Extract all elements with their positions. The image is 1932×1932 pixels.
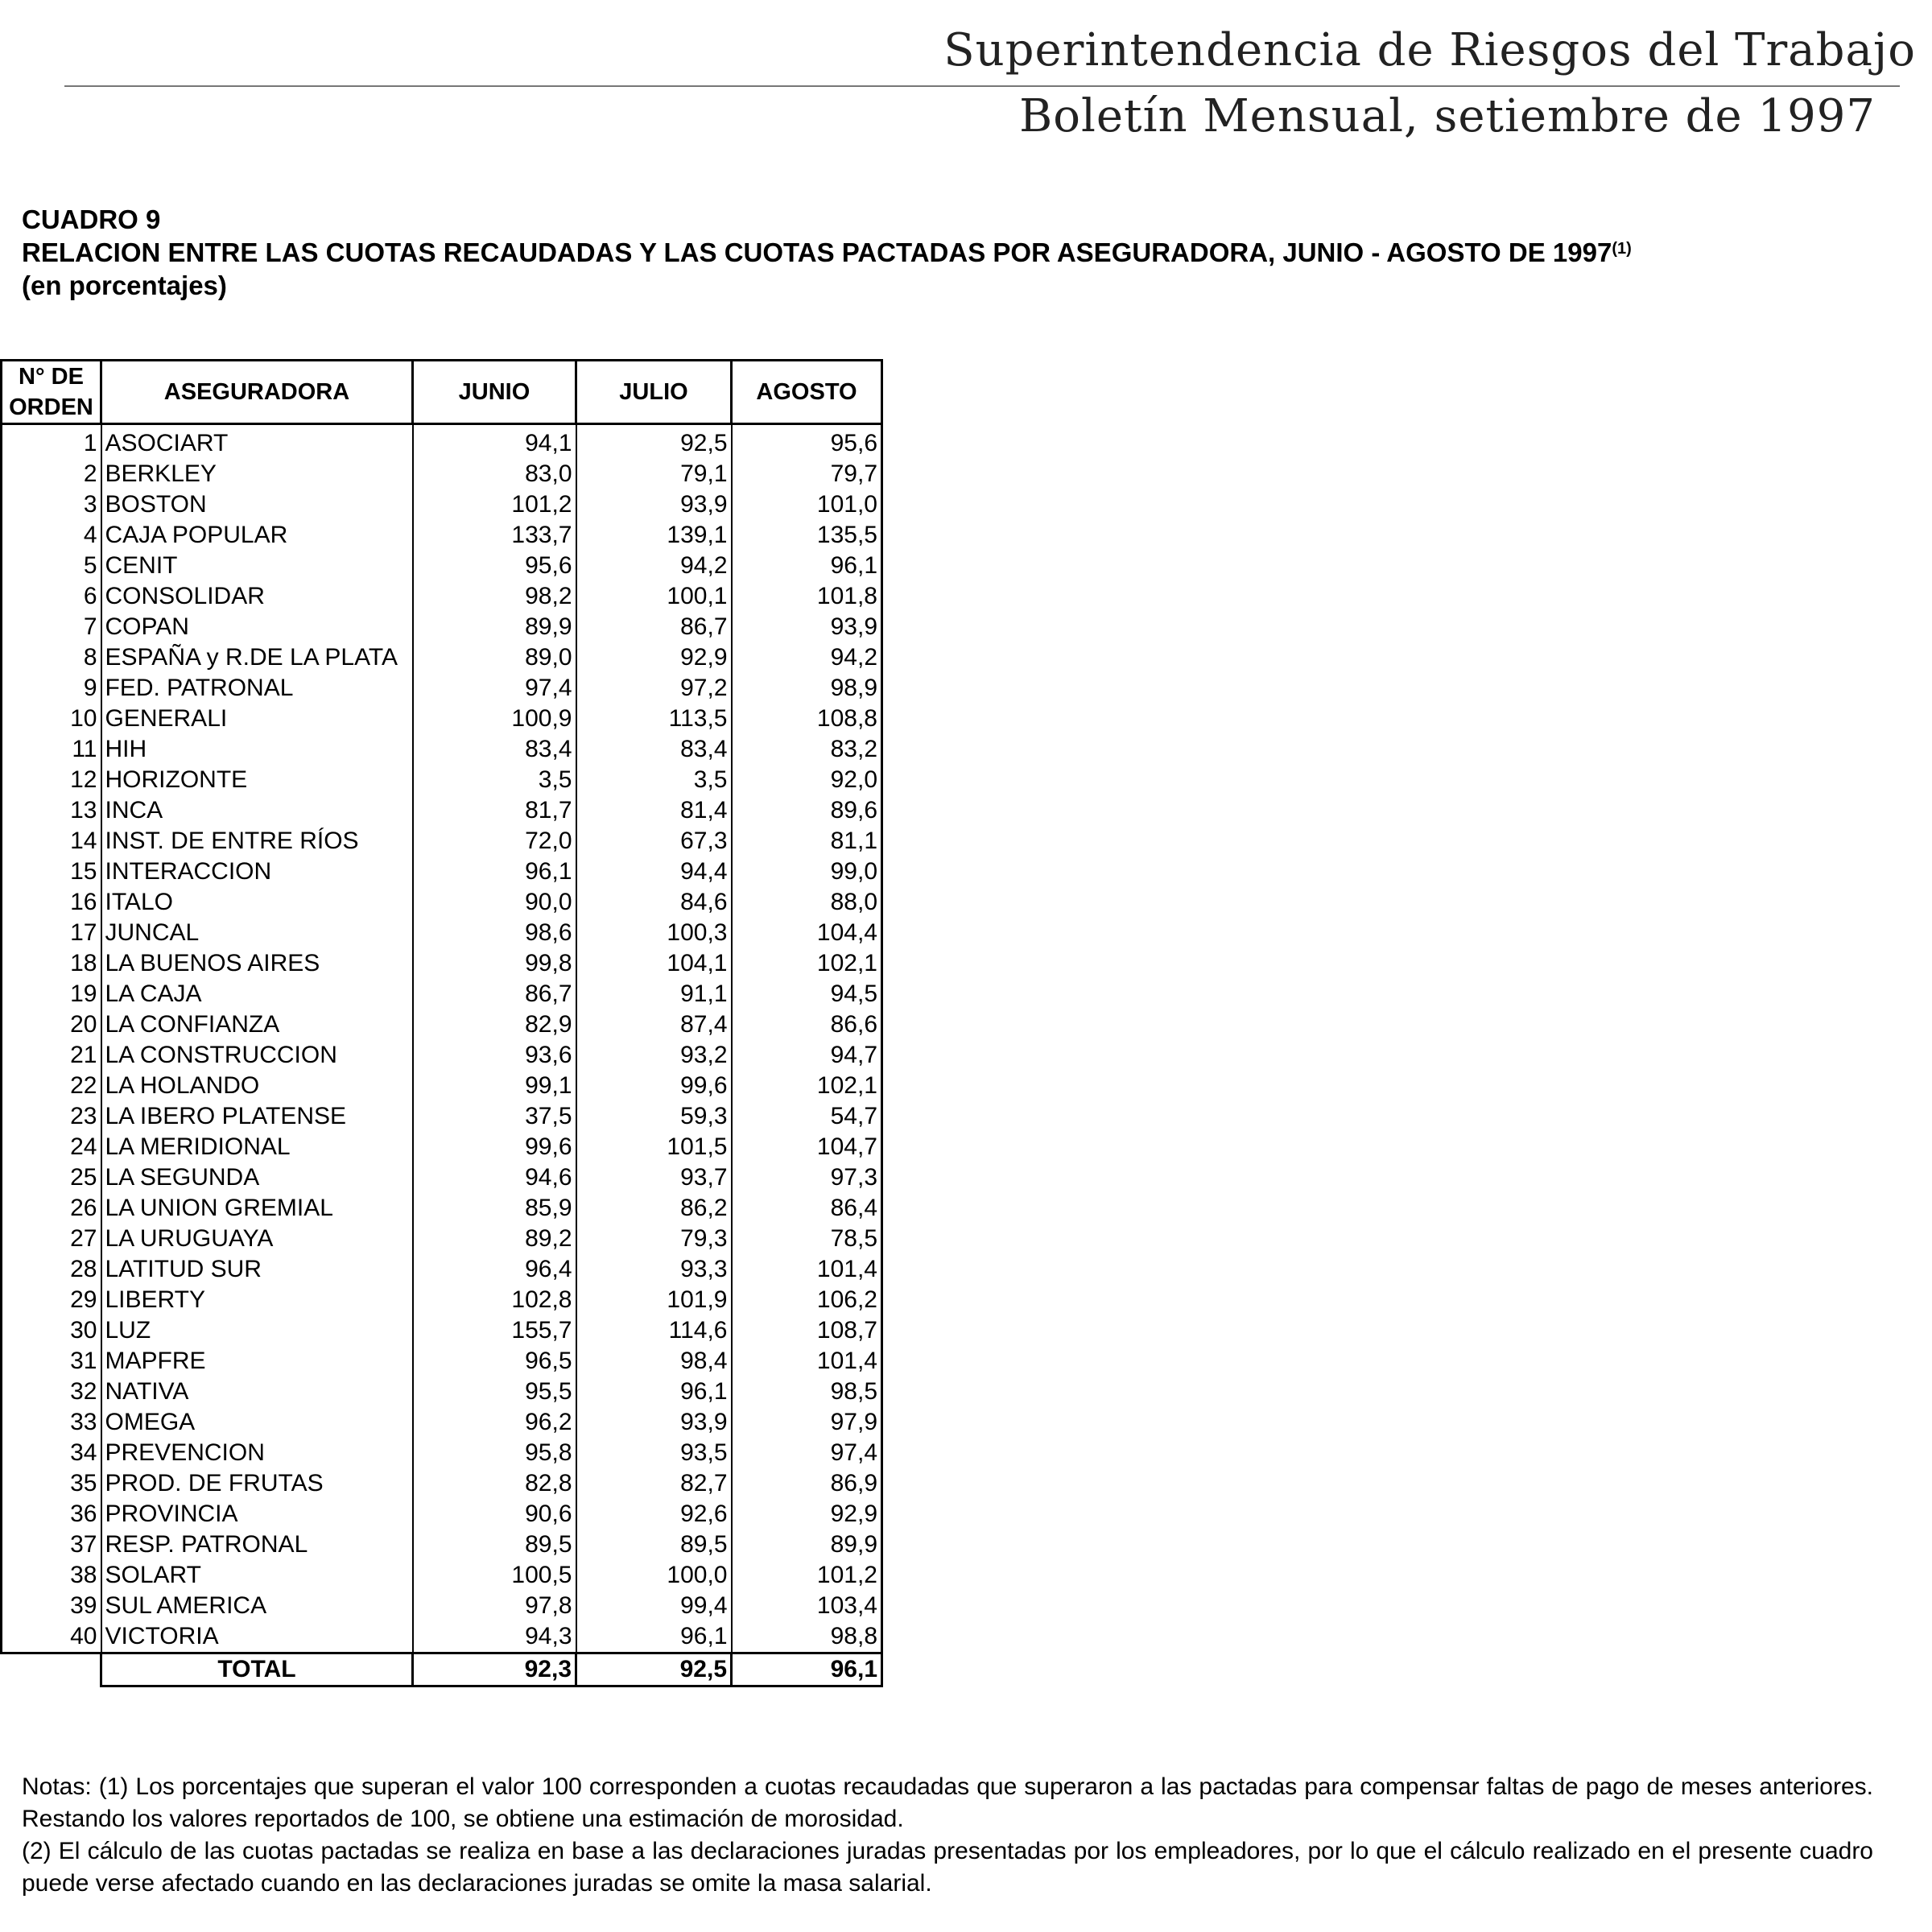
insurer-cell: CENIT bbox=[101, 551, 413, 581]
order-cell: 11 bbox=[2, 734, 101, 765]
june-cell: 102,8 bbox=[413, 1285, 576, 1315]
order-cell: 20 bbox=[2, 1009, 101, 1040]
august-cell: 86,9 bbox=[732, 1468, 882, 1499]
table-row bbox=[2, 424, 882, 460]
order-cell: 36 bbox=[2, 1499, 101, 1530]
header-divider bbox=[64, 85, 1900, 87]
august-cell: 97,9 bbox=[732, 1407, 882, 1438]
insurer-cell: COPAN bbox=[101, 612, 413, 642]
order-cell: 1 bbox=[2, 424, 101, 460]
july-cell: 86,2 bbox=[576, 1193, 732, 1224]
august-cell: 94,2 bbox=[732, 642, 882, 673]
table-row bbox=[2, 1499, 882, 1530]
table-row bbox=[2, 1285, 882, 1315]
insurer-cell: ESPAÑA y R.DE LA PLATA bbox=[101, 642, 413, 673]
table-row bbox=[2, 673, 882, 704]
july-cell: 101,9 bbox=[576, 1285, 732, 1315]
table-row bbox=[2, 1560, 882, 1591]
insurer-cell: LA URUGUAYA bbox=[101, 1224, 413, 1254]
july-cell: 104,1 bbox=[576, 948, 732, 979]
june-cell: 99,8 bbox=[413, 948, 576, 979]
august-cell: 104,4 bbox=[732, 918, 882, 948]
order-cell: 29 bbox=[2, 1285, 101, 1315]
june-cell: 97,4 bbox=[413, 673, 576, 704]
august-cell: 98,5 bbox=[732, 1377, 882, 1407]
august-cell: 92,9 bbox=[732, 1499, 882, 1530]
notes bbox=[22, 1771, 1873, 1900]
order-cell: 14 bbox=[2, 826, 101, 857]
august-cell: 94,7 bbox=[732, 1040, 882, 1071]
table-row bbox=[2, 520, 882, 551]
order-cell: 37 bbox=[2, 1530, 101, 1560]
table-row bbox=[2, 1101, 882, 1132]
june-cell: 100,5 bbox=[413, 1560, 576, 1591]
june-cell: 90,0 bbox=[413, 887, 576, 918]
july-cell: 93,9 bbox=[576, 1407, 732, 1438]
june-cell: 94,1 bbox=[413, 424, 576, 460]
table-row bbox=[2, 1040, 882, 1071]
insurer-cell: LIBERTY bbox=[101, 1285, 413, 1315]
july-cell: 139,1 bbox=[576, 520, 732, 551]
june-cell: 89,9 bbox=[413, 612, 576, 642]
insurer-cell: GENERALI bbox=[101, 704, 413, 734]
order-cell: 33 bbox=[2, 1407, 101, 1438]
july-cell: 99,4 bbox=[576, 1591, 732, 1621]
june-cell: 90,6 bbox=[413, 1499, 576, 1530]
order-cell: 38 bbox=[2, 1560, 101, 1591]
table-row bbox=[2, 1162, 882, 1193]
august-cell: 54,7 bbox=[732, 1101, 882, 1132]
july-cell: 96,1 bbox=[576, 1377, 732, 1407]
august-cell: 81,1 bbox=[732, 826, 882, 857]
august-cell: 86,6 bbox=[732, 1009, 882, 1040]
insurer-cell: CONSOLIDAR bbox=[101, 581, 413, 612]
table-row bbox=[2, 1377, 882, 1407]
june-cell: 98,2 bbox=[413, 581, 576, 612]
july-cell: 93,5 bbox=[576, 1438, 732, 1468]
insurer-cell: ITALO bbox=[101, 887, 413, 918]
order-cell: 16 bbox=[2, 887, 101, 918]
order-cell: 24 bbox=[2, 1132, 101, 1162]
table-row bbox=[2, 734, 882, 765]
july-cell: 87,4 bbox=[576, 1009, 732, 1040]
june-cell: 94,6 bbox=[413, 1162, 576, 1193]
insurer-cell: MAPFRE bbox=[101, 1346, 413, 1377]
table-title bbox=[22, 236, 1632, 269]
table-title-note: (1) bbox=[1612, 240, 1632, 258]
table-row bbox=[2, 887, 882, 918]
header-insurer: ASEGURADORA bbox=[101, 361, 413, 424]
order-cell: 32 bbox=[2, 1377, 101, 1407]
july-cell: 101,5 bbox=[576, 1132, 732, 1162]
june-cell: 101,2 bbox=[413, 489, 576, 520]
august-cell: 99,0 bbox=[732, 857, 882, 887]
order-cell: 35 bbox=[2, 1468, 101, 1499]
table-row bbox=[2, 1224, 882, 1254]
august-cell: 102,1 bbox=[732, 1071, 882, 1101]
organization-header: Superintendencia de Riesgos del Trabajo bbox=[943, 24, 1916, 76]
june-cell: 3,5 bbox=[413, 765, 576, 795]
june-cell: 99,1 bbox=[413, 1071, 576, 1101]
insurer-cell: ASOCIART bbox=[101, 424, 413, 460]
order-cell: 15 bbox=[2, 857, 101, 887]
order-cell: 10 bbox=[2, 704, 101, 734]
june-cell: 98,6 bbox=[413, 918, 576, 948]
july-cell: 100,0 bbox=[576, 1560, 732, 1591]
june-cell: 93,6 bbox=[413, 1040, 576, 1071]
insurer-cell: BOSTON bbox=[101, 489, 413, 520]
july-cell: 79,3 bbox=[576, 1224, 732, 1254]
july-cell: 67,3 bbox=[576, 826, 732, 857]
table-row bbox=[2, 489, 882, 520]
table-row bbox=[2, 918, 882, 948]
insurer-cell: SOLART bbox=[101, 1560, 413, 1591]
august-cell: 108,8 bbox=[732, 704, 882, 734]
july-cell: 99,6 bbox=[576, 1071, 732, 1101]
table-row bbox=[2, 1621, 882, 1653]
note-1: Notas: (1) Los porcentajes que superan el valor 100 corresponden a cuotas recaudadas que superaron a las pactadas para compensar faltas de pago de meses anteriores. Restando los valores reportados de 100, se obtiene una estimación de morosidad. bbox=[22, 1773, 1873, 1832]
june-cell: 96,2 bbox=[413, 1407, 576, 1438]
table-row bbox=[2, 704, 882, 734]
insurer-cell: LA CONFIANZA bbox=[101, 1009, 413, 1040]
july-cell: 81,4 bbox=[576, 795, 732, 826]
insurer-cell: LA SEGUNDA bbox=[101, 1162, 413, 1193]
july-cell: 89,5 bbox=[576, 1530, 732, 1560]
june-cell: 72,0 bbox=[413, 826, 576, 857]
june-cell: 37,5 bbox=[413, 1101, 576, 1132]
total-july: 92,5 bbox=[576, 1653, 732, 1686]
august-cell: 89,9 bbox=[732, 1530, 882, 1560]
june-cell: 89,5 bbox=[413, 1530, 576, 1560]
insurer-cell: LATITUD SUR bbox=[101, 1254, 413, 1285]
august-cell: 79,7 bbox=[732, 459, 882, 489]
insurer-cell: OMEGA bbox=[101, 1407, 413, 1438]
august-cell: 101,4 bbox=[732, 1346, 882, 1377]
july-cell: 92,6 bbox=[576, 1499, 732, 1530]
table-row bbox=[2, 1346, 882, 1377]
insurer-cell: JUNCAL bbox=[101, 918, 413, 948]
july-cell: 100,1 bbox=[576, 581, 732, 612]
order-cell: 19 bbox=[2, 979, 101, 1009]
june-cell: 97,8 bbox=[413, 1591, 576, 1621]
order-cell: 22 bbox=[2, 1071, 101, 1101]
table-row bbox=[2, 551, 882, 581]
insurer-cell: HORIZONTE bbox=[101, 765, 413, 795]
table-row bbox=[2, 1530, 882, 1560]
insurer-cell: LA MERIDIONAL bbox=[101, 1132, 413, 1162]
august-cell: 101,8 bbox=[732, 581, 882, 612]
insurer-cell: LA CAJA bbox=[101, 979, 413, 1009]
july-cell: 113,5 bbox=[576, 704, 732, 734]
table-row bbox=[2, 795, 882, 826]
insurer-cell: LA UNION GREMIAL bbox=[101, 1193, 413, 1224]
order-cell: 39 bbox=[2, 1591, 101, 1621]
july-cell: 93,3 bbox=[576, 1254, 732, 1285]
order-cell: 25 bbox=[2, 1162, 101, 1193]
table-row bbox=[2, 1071, 882, 1101]
june-cell: 83,0 bbox=[413, 459, 576, 489]
order-cell: 21 bbox=[2, 1040, 101, 1071]
july-cell: 94,4 bbox=[576, 857, 732, 887]
table-row bbox=[2, 1438, 882, 1468]
june-cell: 99,6 bbox=[413, 1132, 576, 1162]
june-cell: 95,5 bbox=[413, 1377, 576, 1407]
table-row bbox=[2, 612, 882, 642]
table-caption bbox=[22, 203, 1632, 302]
july-cell: 96,1 bbox=[576, 1621, 732, 1653]
july-cell: 94,2 bbox=[576, 551, 732, 581]
august-cell: 135,5 bbox=[732, 520, 882, 551]
order-cell: 5 bbox=[2, 551, 101, 581]
july-cell: 97,2 bbox=[576, 673, 732, 704]
table-header-row bbox=[2, 361, 882, 424]
table-row bbox=[2, 642, 882, 673]
header-june: JUNIO bbox=[413, 361, 576, 424]
july-cell: 59,3 bbox=[576, 1101, 732, 1132]
june-cell: 89,0 bbox=[413, 642, 576, 673]
june-cell: 83,4 bbox=[413, 734, 576, 765]
insurer-cell: NATIVA bbox=[101, 1377, 413, 1407]
august-cell: 97,4 bbox=[732, 1438, 882, 1468]
june-cell: 95,8 bbox=[413, 1438, 576, 1468]
august-cell: 92,0 bbox=[732, 765, 882, 795]
table-row bbox=[2, 979, 882, 1009]
august-cell: 102,1 bbox=[732, 948, 882, 979]
total-row bbox=[2, 1653, 882, 1686]
june-cell: 96,5 bbox=[413, 1346, 576, 1377]
insurer-cell: INST. DE ENTRE RÍOS bbox=[101, 826, 413, 857]
august-cell: 97,3 bbox=[732, 1162, 882, 1193]
order-cell: 8 bbox=[2, 642, 101, 673]
insurer-cell: CAJA POPULAR bbox=[101, 520, 413, 551]
july-cell: 93,2 bbox=[576, 1040, 732, 1071]
insurer-cell: LA IBERO PLATENSE bbox=[101, 1101, 413, 1132]
august-cell: 94,5 bbox=[732, 979, 882, 1009]
table-row bbox=[2, 857, 882, 887]
august-cell: 83,2 bbox=[732, 734, 882, 765]
august-cell: 98,8 bbox=[732, 1621, 882, 1653]
order-cell: 3 bbox=[2, 489, 101, 520]
publication-header: Boletín Mensual, setiembre de 1997 bbox=[1019, 90, 1876, 142]
june-cell: 100,9 bbox=[413, 704, 576, 734]
insurer-cell: PREVENCION bbox=[101, 1438, 413, 1468]
order-cell: 9 bbox=[2, 673, 101, 704]
order-cell: 13 bbox=[2, 795, 101, 826]
table-row bbox=[2, 1193, 882, 1224]
order-cell: 17 bbox=[2, 918, 101, 948]
total-label: TOTAL bbox=[101, 1653, 413, 1686]
table-unit: (en porcentajes) bbox=[22, 270, 227, 300]
insurer-cell: LA BUENOS AIRES bbox=[101, 948, 413, 979]
insurer-cell: FED. PATRONAL bbox=[101, 673, 413, 704]
june-cell: 155,7 bbox=[413, 1315, 576, 1346]
order-cell: 18 bbox=[2, 948, 101, 979]
june-cell: 86,7 bbox=[413, 979, 576, 1009]
table-row bbox=[2, 581, 882, 612]
july-cell: 100,3 bbox=[576, 918, 732, 948]
july-cell: 114,6 bbox=[576, 1315, 732, 1346]
insurer-cell: RESP. PATRONAL bbox=[101, 1530, 413, 1560]
table-row bbox=[2, 1407, 882, 1438]
note-2: (2) El cálculo de las cuotas pactadas se realiza en base a las declaraciones juradas presentadas por los empleadores, por lo que el cálculo realizado en el presente cuadro puede verse afectado cuando en las declaraciones juradas se omite la masa salarial. bbox=[22, 1838, 1873, 1897]
insurer-cell: INCA bbox=[101, 795, 413, 826]
june-cell: 133,7 bbox=[413, 520, 576, 551]
july-cell: 93,9 bbox=[576, 489, 732, 520]
table-row bbox=[2, 826, 882, 857]
july-cell: 79,1 bbox=[576, 459, 732, 489]
august-cell: 101,4 bbox=[732, 1254, 882, 1285]
august-cell: 96,1 bbox=[732, 551, 882, 581]
order-cell: 30 bbox=[2, 1315, 101, 1346]
order-cell: 4 bbox=[2, 520, 101, 551]
insurer-cell: SUL AMERICA bbox=[101, 1591, 413, 1621]
june-cell: 96,1 bbox=[413, 857, 576, 887]
insurer-cell: HIH bbox=[101, 734, 413, 765]
order-cell: 23 bbox=[2, 1101, 101, 1132]
order-cell: 7 bbox=[2, 612, 101, 642]
august-cell: 95,6 bbox=[732, 424, 882, 460]
order-cell: 40 bbox=[2, 1621, 101, 1653]
insurer-cell: LA CONSTRUCCION bbox=[101, 1040, 413, 1071]
august-cell: 78,5 bbox=[732, 1224, 882, 1254]
insurer-cell: BERKLEY bbox=[101, 459, 413, 489]
july-cell: 83,4 bbox=[576, 734, 732, 765]
july-cell: 93,7 bbox=[576, 1162, 732, 1193]
insurer-cell: PROD. DE FRUTAS bbox=[101, 1468, 413, 1499]
august-cell: 101,2 bbox=[732, 1560, 882, 1591]
order-cell: 26 bbox=[2, 1193, 101, 1224]
table-row bbox=[2, 1132, 882, 1162]
august-cell: 108,7 bbox=[732, 1315, 882, 1346]
june-cell: 81,7 bbox=[413, 795, 576, 826]
july-cell: 86,7 bbox=[576, 612, 732, 642]
table-body bbox=[2, 424, 882, 1653]
table-row bbox=[2, 459, 882, 489]
july-cell: 98,4 bbox=[576, 1346, 732, 1377]
july-cell: 92,5 bbox=[576, 424, 732, 460]
june-cell: 82,9 bbox=[413, 1009, 576, 1040]
july-cell: 91,1 bbox=[576, 979, 732, 1009]
insurer-cell: LUZ bbox=[101, 1315, 413, 1346]
header-july: JULIO bbox=[576, 361, 732, 424]
total-june: 92,3 bbox=[413, 1653, 576, 1686]
august-cell: 101,0 bbox=[732, 489, 882, 520]
table-title-text: RELACION ENTRE LAS CUOTAS RECAUDADAS Y LAS CUOTAS PACTADAS POR ASEGURADORA, JUNIO - AGOSTO DE 1997 bbox=[22, 237, 1612, 267]
order-cell: 6 bbox=[2, 581, 101, 612]
august-cell: 106,2 bbox=[732, 1285, 882, 1315]
insurer-cell: PROVINCIA bbox=[101, 1499, 413, 1530]
insurer-cell: VICTORIA bbox=[101, 1621, 413, 1653]
august-cell: 103,4 bbox=[732, 1591, 882, 1621]
total-august: 96,1 bbox=[732, 1653, 882, 1686]
table-row bbox=[2, 1254, 882, 1285]
august-cell: 104,7 bbox=[732, 1132, 882, 1162]
july-cell: 92,9 bbox=[576, 642, 732, 673]
order-cell: 34 bbox=[2, 1438, 101, 1468]
table-row bbox=[2, 765, 882, 795]
june-cell: 82,8 bbox=[413, 1468, 576, 1499]
august-cell: 93,9 bbox=[732, 612, 882, 642]
insurer-cell: INTERACCION bbox=[101, 857, 413, 887]
august-cell: 86,4 bbox=[732, 1193, 882, 1224]
july-cell: 84,6 bbox=[576, 887, 732, 918]
table-row bbox=[2, 1315, 882, 1346]
august-cell: 98,9 bbox=[732, 673, 882, 704]
order-cell: 31 bbox=[2, 1346, 101, 1377]
table-label: CUADRO 9 bbox=[22, 204, 161, 234]
total-blank-cell bbox=[2, 1653, 101, 1686]
june-cell: 95,6 bbox=[413, 551, 576, 581]
august-cell: 88,0 bbox=[732, 887, 882, 918]
june-cell: 96,4 bbox=[413, 1254, 576, 1285]
table-row bbox=[2, 948, 882, 979]
june-cell: 94,3 bbox=[413, 1621, 576, 1653]
table-row bbox=[2, 1468, 882, 1499]
order-cell: 2 bbox=[2, 459, 101, 489]
table-row bbox=[2, 1009, 882, 1040]
july-cell: 82,7 bbox=[576, 1468, 732, 1499]
order-cell: 12 bbox=[2, 765, 101, 795]
july-cell: 3,5 bbox=[576, 765, 732, 795]
header-august: AGOSTO bbox=[732, 361, 882, 424]
insurer-cell: LA HOLANDO bbox=[101, 1071, 413, 1101]
june-cell: 85,9 bbox=[413, 1193, 576, 1224]
header-order: N° DE ORDEN bbox=[2, 361, 101, 424]
order-cell: 28 bbox=[2, 1254, 101, 1285]
august-cell: 89,6 bbox=[732, 795, 882, 826]
order-cell: 27 bbox=[2, 1224, 101, 1254]
insurer-ratio-table bbox=[0, 359, 883, 1687]
june-cell: 89,2 bbox=[413, 1224, 576, 1254]
table-row bbox=[2, 1591, 882, 1621]
